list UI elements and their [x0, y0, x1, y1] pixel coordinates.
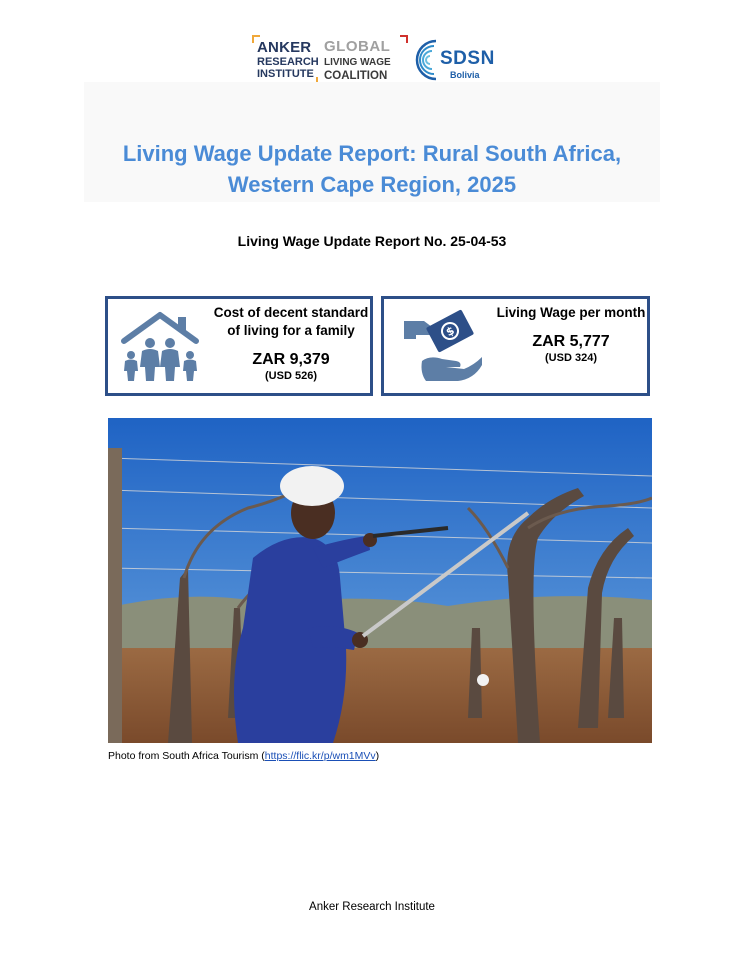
wage-box-text [496, 304, 646, 365]
wage-amount-zar: ZAR 5,777 [532, 333, 610, 350]
global-living-wage-coalition-logo [324, 35, 408, 85]
family-house-icon [118, 309, 204, 385]
caption-suffix: ) [375, 750, 380, 762]
anker-logo-line1: ANKER [257, 39, 312, 56]
glwc-logo-line2: LIVING WAGE [324, 57, 391, 68]
living-wage-box [381, 296, 650, 396]
report-number: Living Wage Update Report No. 25-04-53 [237, 233, 507, 249]
wage-amount-usd: (USD 324) [545, 352, 597, 364]
sdsn-bolivia-logo [412, 35, 497, 85]
svg-text:$: $ [443, 323, 457, 339]
glwc-logo-line3: COALITION [324, 70, 388, 82]
cost-of-living-box [105, 296, 373, 396]
report-title: Living Wage Update Report: Rural South Africa, Western Cape Region, 2025 [122, 141, 622, 197]
sdsn-swirl-icon [412, 35, 442, 85]
caption-link[interactable]: https://flic.kr/p/wm1MVv [264, 750, 376, 762]
photo-illustration [108, 418, 652, 743]
logo-row [252, 33, 497, 88]
anker-logo-line2: RESEARCH [257, 56, 319, 68]
money-hand-icon [402, 307, 484, 387]
footer-publisher: Anker Research Institute [309, 901, 435, 913]
sdsn-logo-text: SDSN [440, 48, 495, 69]
photo-caption [108, 750, 379, 762]
vineyard-worker-photo [108, 418, 652, 743]
cost-box-text [208, 304, 374, 383]
cost-amount-zar: ZAR 9,379 [252, 351, 330, 368]
wage-label: Living Wage per month [496, 305, 646, 320]
sdsn-logo-subtext: Bolivia [450, 70, 480, 80]
anker-research-institute-logo [252, 35, 318, 85]
glwc-logo-line1: GLOBAL [324, 38, 391, 55]
cost-label: Cost of decent standard of living for a family [213, 305, 369, 338]
caption-prefix: Photo from South Africa Tourism ( [108, 750, 265, 762]
cost-amount-usd: (USD 526) [265, 370, 317, 382]
anker-logo-line3: INSTITUTE [257, 68, 314, 80]
